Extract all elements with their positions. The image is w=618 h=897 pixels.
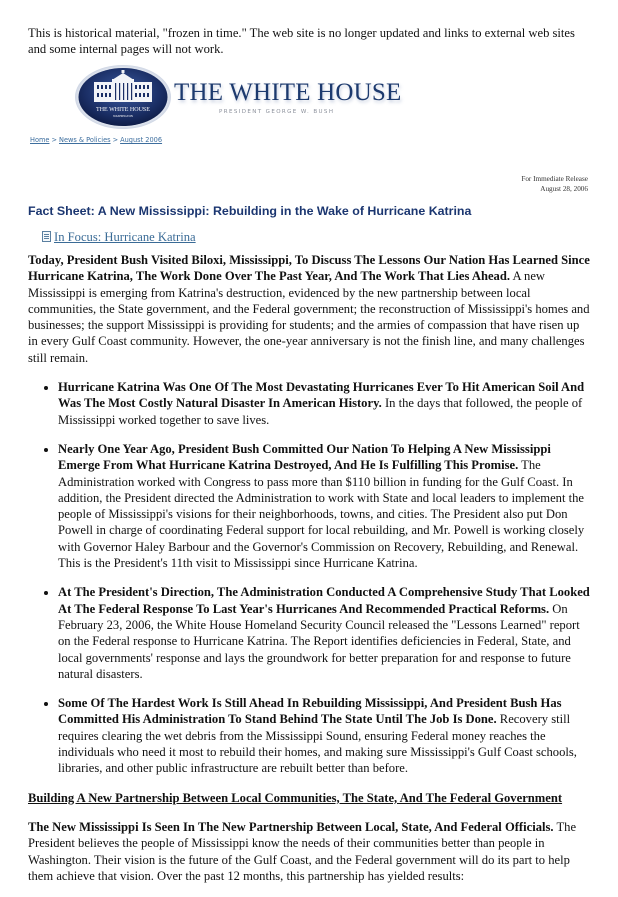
list-item-lead: Hurricane Katrina Was One Of The Most Devastating Hurricanes Ever To Hit American Soil And Was The Most Costly Natural Disaster In American History.	[58, 380, 585, 411]
list-item	[58, 695, 592, 776]
breadcrumb-news-policies[interactable]: News & Policies	[59, 136, 111, 144]
section-paragraph	[28, 819, 592, 884]
banner-title: THE WHITE HOUSE	[174, 79, 402, 106]
section-heading: Building A New Partnership Between Local Communities, The State, And The Federal Government	[28, 790, 563, 805]
breadcrumb-separator: >	[51, 136, 58, 144]
list-item-lead: At The President's Direction, The Administration Conducted A Comprehensive Study That Looked At The Federal Response To Last Year's Hurricanes And Recommended Practical Reforms.	[58, 585, 590, 616]
list-item-lead: Nearly One Year Ago, President Bush Committed Our Nation To Helping A New Mississippi Emerge From What Hurricane Katrina Destroyed, And He Is Fulfilling This Promise.	[58, 441, 551, 473]
release-label: For Immediate Release	[521, 175, 588, 183]
banner-subtitle: PRESIDENT GEORGE W. BUSH	[219, 109, 335, 115]
breadcrumb	[30, 136, 162, 144]
list-item	[58, 441, 592, 571]
white-house-banner[interactable]	[74, 64, 404, 130]
document-icon	[42, 231, 51, 242]
release-info	[521, 174, 588, 194]
svg-text:THE WHITE HOUSE: THE WHITE HOUSE	[96, 107, 150, 113]
release-date: August 28, 2006	[540, 185, 588, 193]
list-item-text: In the days that followed, the people of Mississippi worked together to save lives.	[58, 396, 583, 427]
white-house-seal-icon	[74, 64, 172, 130]
intro-text: A new Mississippi is emerging from Katrina's destruction, evidenced by the new partnership between local communities, the State government, and the Federal government; the reconstruction of Mississippi's homes and businesses; the support Mississippi is providing for students; and the armies of compassion that have risen up in every Gulf Coast community. However, the one-year anniversary is not the finish line, and many challenges still remain.	[28, 269, 590, 365]
breadcrumb-august-2006[interactable]: August 2006	[120, 136, 163, 144]
breadcrumb-home[interactable]: Home	[30, 136, 50, 144]
list-item	[58, 584, 592, 682]
breadcrumb-separator: >	[112, 136, 119, 144]
section-text: The President believes the people of Mississippi know the needs of their communities better than people in Washington. Their vision is the future of the Gulf Coast, and the Federal government will do its part to help them achieve that vision. Over the past 12 months, this partnership has yielded results:	[28, 819, 577, 883]
key-points-list	[28, 379, 592, 777]
list-item-lead: Some Of The Hardest Work Is Still Ahead In Rebuilding Mississippi, And President Bush Has Committed His Administration To Stand Behind The State Until The Job Is Done.	[58, 696, 562, 727]
svg-text:WASHINGTON: WASHINGTON	[113, 114, 133, 118]
list-item-text: The Administration worked with Congress to pass more than $110 billion in funding for the Gulf Coast. In addition, the President directed the Administration to work with State and local leaders to implement the people of Mississippi's visions for their neighborhoods, towns, and cities. The President also put Don Powell in charge of coordinating Federal support for local rebuilding, and Mr. Powell is working closely with Governor Haley Barbour and the Governor's Commission on Recovery, Rebuilding, and Renewal. This is the President's 11th visit to Mississippi since Hurricane Katrina.	[58, 458, 585, 571]
list-item-text: On February 23, 2006, the White House Homeland Security Council released the "Lessons Learned" report on the Federal response to Hurricane Katrina. The Report identifies deficiencies in Federal, State, and local governments' response and lays the groundwork for better preparation for and response to future natural disasters.	[58, 601, 580, 681]
intro-paragraph	[28, 252, 592, 366]
article-body	[28, 252, 592, 897]
list-item	[58, 379, 592, 428]
in-focus-hurricane-katrina-link[interactable]: In Focus: Hurricane Katrina	[54, 230, 196, 244]
page-title: Fact Sheet: A New Mississippi: Rebuilding in the Wake of Hurricane Katrina	[28, 204, 472, 218]
historical-disclaimer: This is historical material, "frozen in time." The web site is no longer updated and links to external web sites and some internal pages will not work.	[28, 26, 575, 56]
list-item-text: Recovery still requires clearing the wet debris from the Mississippi Sound, ensuring Federal money reaches the individuals who need it most to rebuild their homes, and making sure Mississippi's Gulf Coast schools, libraries, and other public infrastructure are rebuilt better than before.	[58, 712, 577, 776]
in-focus-link-row	[42, 230, 196, 245]
intro-lead: Today, President Bush Visited Biloxi, Mississippi, To Discuss The Lessons Our Nation Has Learned Since Hurricane Katrina, The Work Done Over The Past Year, And The Work That Lies Ahead.	[28, 253, 590, 284]
section-lead: The New Mississippi Is Seen In The New Partnership Between Local, State, And Federal Officials.	[28, 819, 554, 834]
